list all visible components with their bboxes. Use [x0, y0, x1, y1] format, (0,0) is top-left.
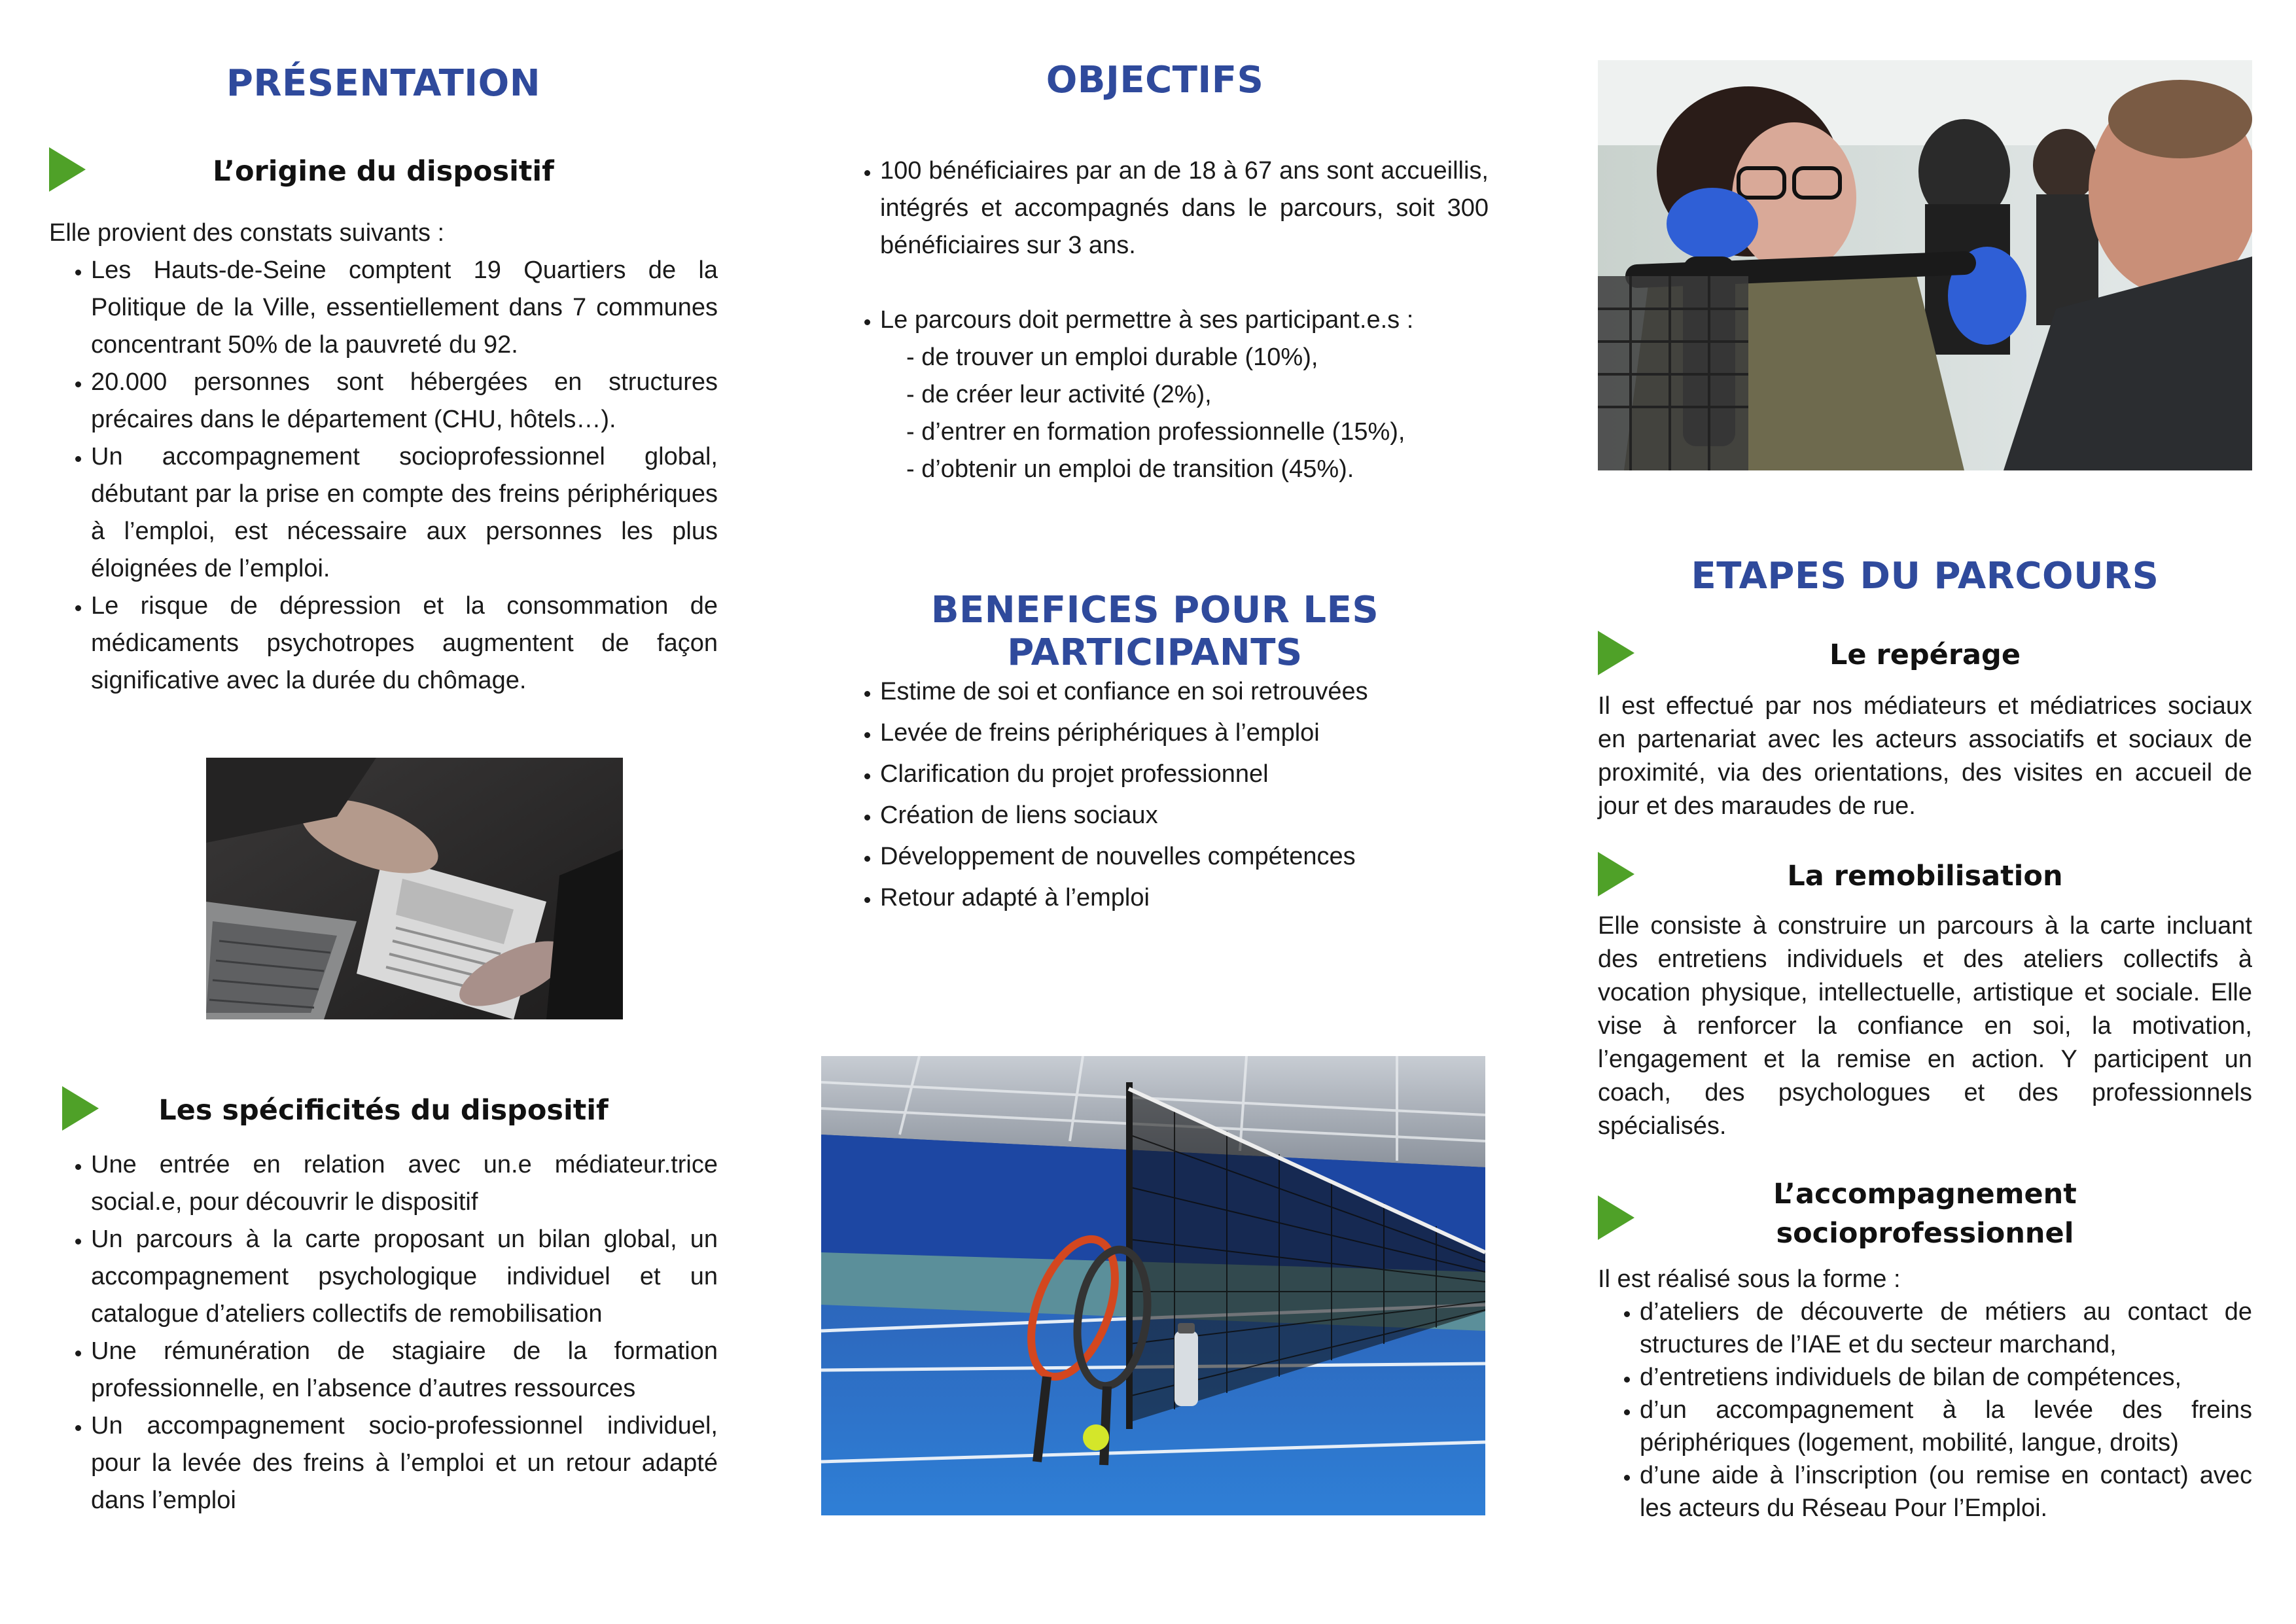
origine-subheading — [49, 147, 718, 193]
list-item: • 20.000 personnes sont hébergées en structures précaires dans le département (CHU, hôtels…). — [91, 364, 718, 438]
office-documents-illustration — [206, 758, 623, 1019]
list-item: • Les Hauts-de-Seine comptent 19 Quartiers de la Politique de la Ville, essentiellement dans 7 communes concentrant 50% de la pauvreté du 92. — [91, 252, 718, 364]
tennis-court-illustration — [821, 1056, 1485, 1515]
list-item: • Développement de nouvelles compétences — [880, 836, 1489, 877]
reperage-title: Le repérage — [1829, 639, 2021, 671]
accompagnement-title-line1: L’accompagnement — [1773, 1178, 2077, 1210]
list-item: • d’ateliers de découverte de métiers au contact de structures de l’IAE et du secteur marchand, — [1640, 1296, 2252, 1361]
accompagnement-intro: Il est réalisé sous la forme : — [1598, 1265, 1901, 1293]
remobilisation-text: Elle consiste à construire un parcours à la carte incluant des entretiens individuels et des ateliers collectifs à vocation physique, intellectuelle, artistique et sociale. Elle vise à renforcer la confiance en soi, la motivation, l’engagement et la remise en action. Y participent un coach, des psychologues et des professionnels spécialisés. — [1598, 912, 2252, 1140]
list-item: • d’un accompagnement à la levée des freins périphériques (logement, mobilité, langue, droits) — [1640, 1394, 2252, 1459]
bike-repair-workshop-photo — [1598, 60, 2252, 470]
accompagnement-list — [1598, 1296, 2252, 1525]
bike-repair-illustration — [1598, 60, 2252, 470]
etapes-heading: ETAPES DU PARCOURS — [1691, 555, 2159, 597]
reperage-text: Il est effectué par nos médiateurs et médiatrices sociaux en partenariat avec les acteurs associatifs et sociaux de proximité, via des orientations, des visites en accueil de jour et des maraudes de rue. — [1598, 692, 2252, 820]
list-item — [880, 302, 1489, 488]
accompagnement-subheading — [1598, 1174, 2252, 1253]
accompagnement-title — [1598, 1174, 2252, 1253]
list-item: • Le risque de dépression et la consommation de médicaments psychotropes augmentent de façon significative avec la durée du chômage. — [91, 588, 718, 699]
objectif-line: - de trouver un emploi durable (10%), — [906, 344, 1318, 371]
list-item: • 100 bénéficiaires par an de 18 à 67 ans sont accueillis, intégrés et accompagnés dans le parcours, soit 300 bénéficiaires sur 3 ans. — [880, 152, 1489, 264]
office-documents-photo — [206, 758, 623, 1019]
list-item: • Création de liens sociaux — [880, 795, 1489, 836]
specificites-title: Les spécificités du dispositif — [158, 1094, 609, 1127]
list-item: • Une rémunération de stagiaire de la formation professionnelle, en l’absence d’autres ressources — [91, 1333, 718, 1407]
origine-list — [49, 252, 718, 699]
objectifs-list — [847, 152, 1489, 488]
objectifs-heading: OBJECTIFS — [1046, 59, 1264, 101]
list-item: • d’entretiens individuels de bilan de compétences, — [1640, 1361, 2252, 1394]
specificites-subheading — [49, 1086, 718, 1132]
accompagnement-title-line2: socioprofessionnel — [1776, 1217, 2074, 1250]
objectifs-item2-intro: Le parcours doit permettre à ses participant.e.s : — [880, 306, 1414, 334]
presentation-heading: PRÉSENTATION — [226, 62, 541, 105]
list-item: • Un accompagnement socioprofessionnel global, débutant par la prise en compte des freins périphériques à l’emploi, est nécessaire aux personnes les plus éloignées de l’emploi. — [91, 438, 718, 588]
list-item: • Un accompagnement socio-professionnel individuel, pour la levée des freins à l’emploi et un retour adapté dans l’emploi — [91, 1407, 718, 1519]
list-item: • d’une aide à l’inscription (ou remise en contact) avec les acteurs du Réseau Pour l’Emploi. — [1640, 1459, 2252, 1525]
origine-intro: Elle provient des constats suivants : — [49, 219, 445, 247]
list-item: • Un parcours à la carte proposant un bilan global, un accompagnement psychologique individuel et un catalogue d’ateliers collectifs de remobilisation — [91, 1221, 718, 1333]
benefices-heading: BENEFICES POUR LES PARTICIPANTS — [930, 589, 1379, 674]
list-item: • Estime de soi et confiance en soi retrouvées — [880, 671, 1489, 713]
list-item: • Retour adapté à l’emploi — [880, 877, 1489, 919]
specificites-list — [49, 1146, 718, 1519]
reperage-subheading — [1598, 631, 2252, 677]
remobilisation-subheading — [1598, 852, 2252, 898]
origine-title: L’origine du dispositif — [213, 155, 554, 188]
objectif-line: - d’entrer en formation professionnelle (15%), — [906, 418, 1405, 446]
remobilisation-title: La remobilisation — [1787, 860, 2063, 892]
tennis-court-photo — [821, 1056, 1485, 1515]
objectif-line: - d’obtenir un emploi de transition (45%). — [906, 455, 1354, 483]
benefices-list — [847, 671, 1489, 919]
list-item: • Une entrée en relation avec un.e médiateur.trice social.e, pour découvrir le dispositif — [91, 1146, 718, 1221]
list-item: • Clarification du projet professionnel — [880, 754, 1489, 795]
list-item: • Levée de freins périphériques à l’emploi — [880, 713, 1489, 754]
objectif-line: - de créer leur activité (2%), — [906, 381, 1212, 408]
